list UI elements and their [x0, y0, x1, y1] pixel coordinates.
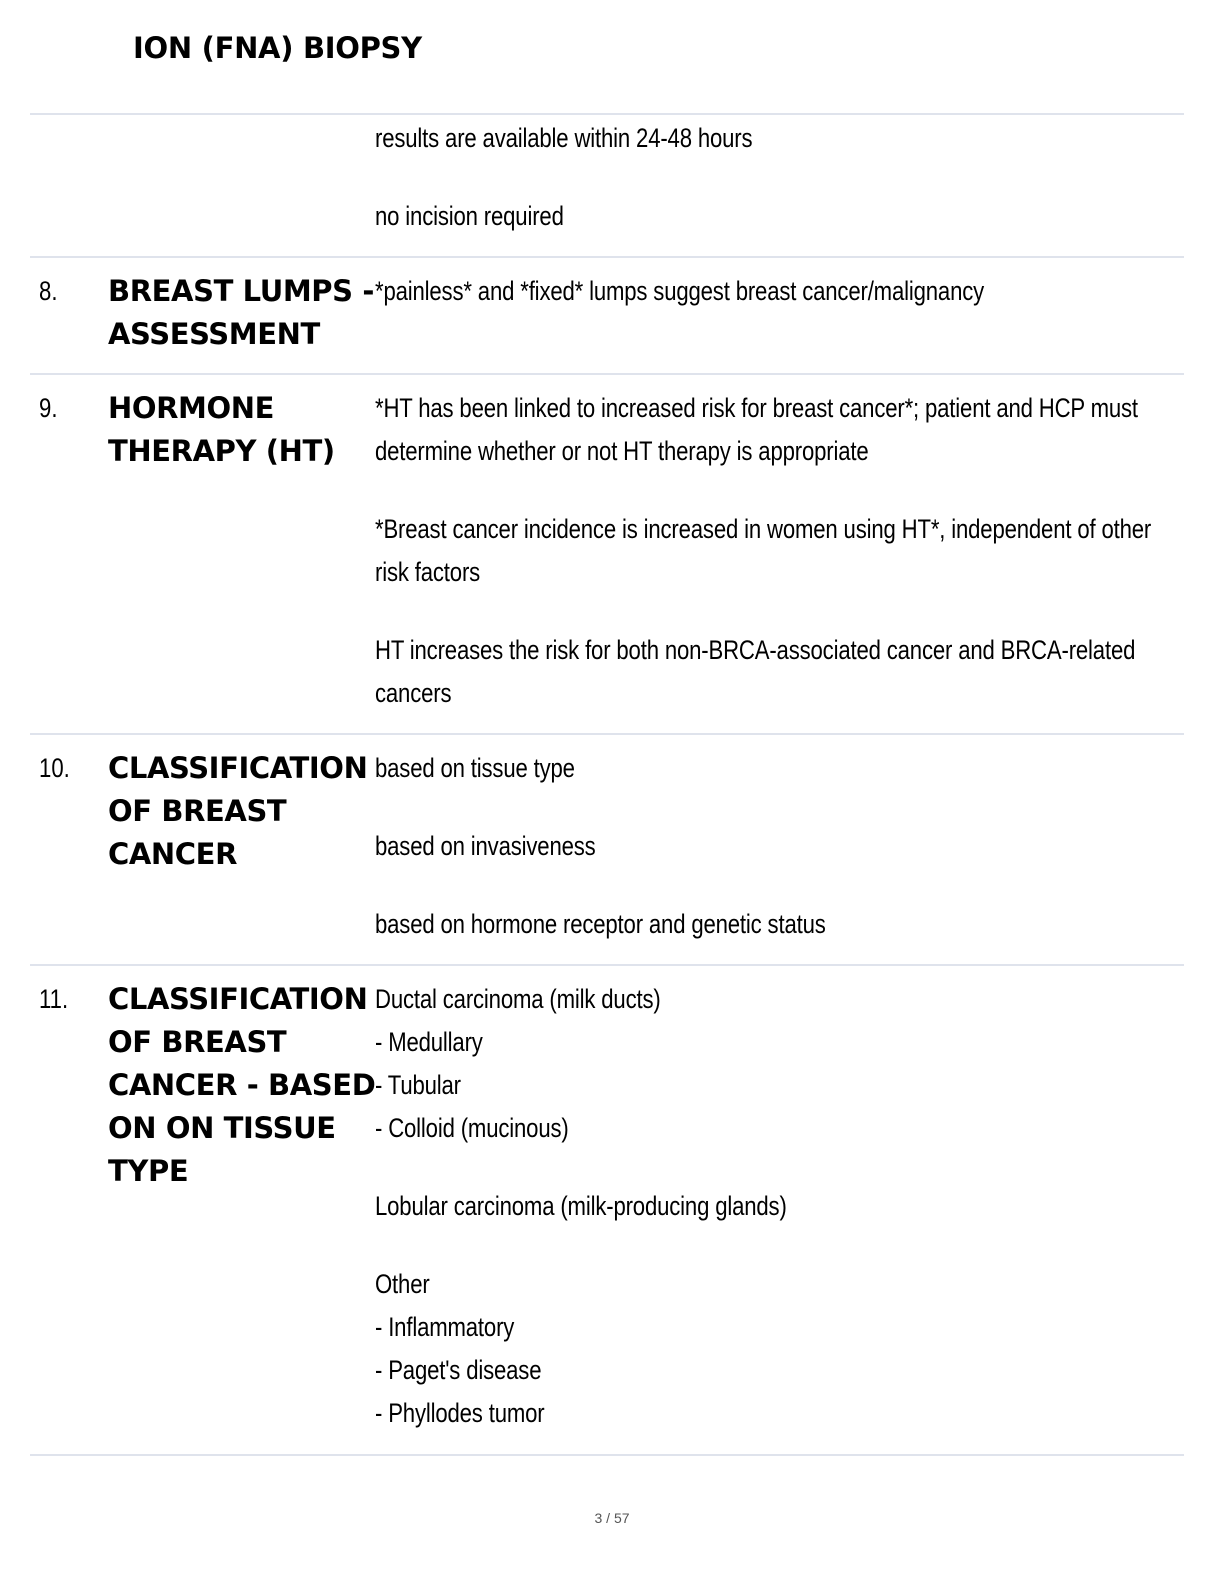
divider: [30, 373, 1184, 375]
card-term: HORMONE THERAPY (HT): [108, 391, 335, 468]
definition-paragraph: based on tissue type: [375, 753, 575, 783]
definition-paragraph: Other - Inflammatory - Paget's disease - Phyllodes tumor: [375, 1269, 545, 1428]
definition-block: [375, 117, 1170, 238]
definition-paragraph: *painless* and *fixed* lumps suggest breast cancer/malignancy: [375, 276, 985, 306]
divider: [30, 733, 1184, 735]
card-number: 11.: [39, 984, 69, 1014]
definition-block: [375, 387, 1170, 715]
definition-paragraph: *HT has been linked to increased risk for breast cancer*; patient and HCP must determine whether or not HT therapy is appropriate: [375, 393, 1138, 466]
divider: [30, 256, 1184, 258]
definition-paragraph: Lobular carcinoma (milk-producing glands): [375, 1191, 787, 1221]
definition-paragraph: based on invasiveness: [375, 831, 596, 861]
page-heading: ION (FNA) BIOPSY: [133, 31, 422, 65]
divider: [30, 113, 1184, 115]
definition-paragraph: based on hormone receptor and genetic status: [375, 909, 826, 939]
card-number: 10.: [39, 753, 70, 783]
page-indicator: 3 / 57: [594, 1510, 630, 1526]
definition-paragraph: HT increases the risk for both non-BRCA-associated cancer and BRCA-related cancers: [375, 635, 1136, 708]
card-term: CLASSIFICATION OF BREAST CANCER: [108, 751, 368, 871]
definition-paragraph: *Breast cancer incidence is increased in women using HT*, independent of other risk factors: [375, 514, 1152, 587]
definition-paragraph: results are available within 24-48 hours: [375, 123, 753, 153]
definition-block: [375, 978, 1170, 1435]
definition-paragraph: Ductal carcinoma (milk ducts) - Medullary - Tubular - Colloid (mucinous): [375, 984, 661, 1143]
divider: [30, 964, 1184, 966]
card-number: 9.: [39, 393, 58, 423]
definition-block: [375, 747, 1170, 946]
definition-paragraph: no incision required: [375, 201, 564, 231]
card-number: 8.: [39, 276, 58, 306]
card-term: BREAST LUMPS - ASSESSMENT: [108, 274, 374, 351]
card-term: CLASSIFICATION OF BREAST CANCER - BASED ON ON TISSUE TYPE: [108, 982, 376, 1188]
definition-block: [375, 270, 1170, 313]
divider: [30, 1454, 1184, 1456]
